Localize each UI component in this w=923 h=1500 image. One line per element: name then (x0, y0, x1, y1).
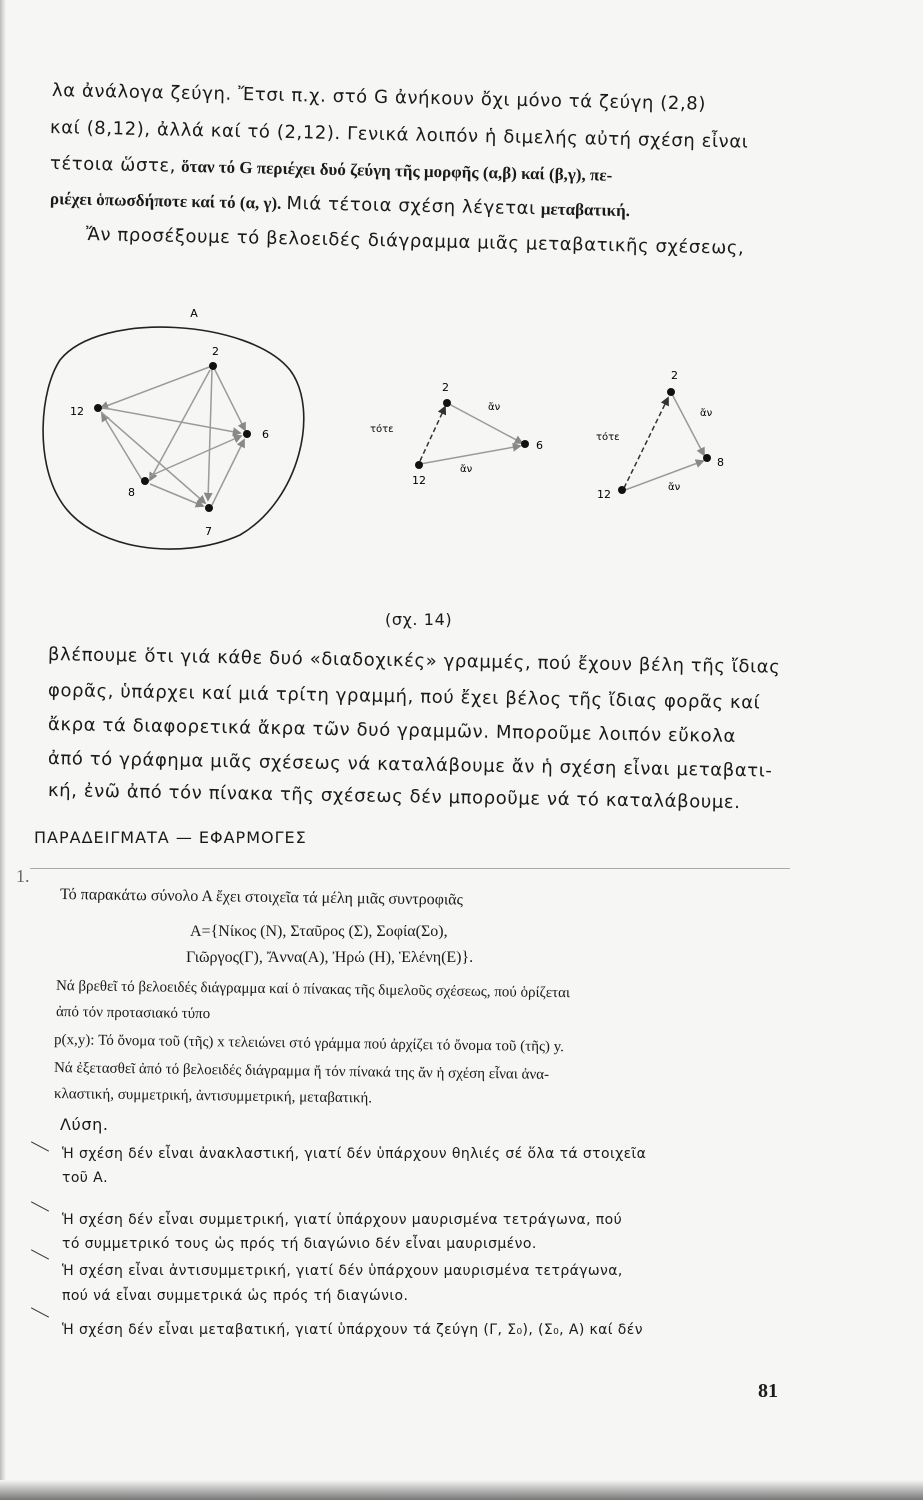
example-line-5: ἀπό τόν προτασιακό τύπο (55, 1004, 211, 1023)
solution-b-line-1: Ἡ σχέση δέν εἶναι συμμετρική, γιατί ὑπάρχουν μαυρισμένα τετράγωνα, πού (62, 1212, 623, 1228)
p2-line-3: ἄκρα τά διαφορετικά ἄκρα τῶν δυό γραμμῶν. Μποροῦμε λοιπόν εὔκολα (47, 714, 737, 748)
figure-caption: (σχ. 14) (385, 610, 453, 629)
example-line-1: Τό παρακάτω σύνολο Α ἔχει στοιχεῖα τά μέλη μιᾶς συντροφιᾶς (59, 886, 464, 909)
p1-line-4-b: Μιά τέτοια σχέση λέγεται (286, 192, 537, 220)
node-7 (205, 504, 213, 512)
tri1-edge-2-6 (449, 404, 522, 443)
edge-2-12 (101, 366, 212, 408)
tri2-label-8: 8 (717, 456, 724, 469)
tri1-tote: τότε (370, 424, 394, 435)
tri1-label-12: 12 (412, 474, 426, 487)
page-gutter-shadow (0, 0, 6, 1500)
p2-line-1: βλέπουμε ὅτι γιά κάθε δυό «διαδοχικές» γραμμές, πού ἔχουν βέλη τῆς ἴδιας (47, 644, 781, 678)
solution-a-line-1: Ἡ σχέση δέν εἶναι ἀνακλαστική, γιατί δέν ὑπάρχουν θηλιές σέ ὅλα τά στοιχεῖα (62, 1146, 647, 1162)
p1-line-2: καί (8,12), ἀλλά καί τό (2,12). Γενικά λοιπόν ἡ διμελής αὐτή σχέση εἶναι (49, 117, 749, 153)
solution-c-line-2: πού νά εἶναι συμμετρικά ὡς πρός τή διαγώνιο. (62, 1288, 409, 1304)
solution-b-line-2: τό συμμετρικό τους ὡς πρός τή διαγώνιο δέν εἶναι μαυρισμένο. (62, 1236, 537, 1252)
tri2-edge-12-8 (625, 461, 703, 490)
edge-7-6 (212, 440, 244, 505)
p1-line-1: λα ἀνάλογα ζεύγη. Ἔτσι π.χ. στό G ἀνήκουν ὄχι μόνο τά ζεύγη (2,8) (51, 80, 707, 115)
example-line-8: κλαστική, συμμετρική, ἀντισυμμετρική, μεταβατική. (53, 1086, 373, 1107)
bullet-dash-1 (31, 1141, 49, 1151)
tri2-edge-2-8 (672, 394, 704, 455)
p1-line-5: Ἄν προσέξουμε τό βελοειδές διάγραμμα μιᾶς μεταβατικῆς σχέσεως, (85, 224, 745, 259)
example-line-4: Νά βρεθεῖ τό βελοειδές διάγραμμα καί ὁ πίνακας τῆς διμελοῦς σχέσεως, πού ὁρίζεται (55, 978, 571, 1002)
tri1-node-2 (443, 399, 451, 407)
tri1-node-12 (415, 461, 423, 469)
node-2 (209, 362, 217, 370)
edge-2-7 (208, 370, 212, 500)
example-line-3: Γιῶργος(Γ), Ἄννα(Α), Ἠρώ (Η), Ἑλένη(Ε)}. (186, 949, 474, 966)
tri2-label-2: 2 (671, 369, 678, 382)
p2-line-2: φορᾶς, ὑπάρχει καί μιά τρίτη γραμμή, πού ἔχει βέλος τῆς ἴδιας φορᾶς καί (47, 680, 761, 714)
tri1-an-bottom: ἄν (460, 464, 473, 475)
bullet-dash-4 (31, 1307, 49, 1317)
tri1-node-6 (521, 440, 529, 448)
edge-8-12 (102, 414, 142, 480)
example-line-2: Α={Νίκος (Ν), Σταῦρος (Σ), Σοφία(Σο), (190, 923, 448, 940)
tri2-tote: τότε (596, 432, 620, 443)
p1-line-3 (50, 153, 613, 186)
edge-2-6 (214, 368, 245, 430)
node-7-label: 7 (205, 525, 212, 538)
node-8-label: 8 (128, 486, 135, 499)
solution-a-line-2: τοῦ Α. (62, 1170, 108, 1186)
tri1-edge-12-2 (420, 407, 445, 461)
p1-line-4-c: μεταβατική. (540, 199, 631, 221)
section-rule (30, 868, 790, 869)
node-8 (141, 477, 149, 485)
p1-line-3-a: τέτοια ὥστε, (49, 153, 177, 177)
tri1-label-2: 2 (442, 381, 449, 394)
node-2-label: 2 (212, 345, 219, 358)
tri2-node-8 (703, 454, 711, 462)
tri2-an-bottom: ἄν (668, 482, 681, 493)
tri1-an-top: ἄν (488, 402, 501, 413)
relation-figure (0, 300, 923, 560)
tri2-node-2 (667, 388, 675, 396)
tri2-node-12 (618, 486, 626, 494)
solution-c-line-1: Ἡ σχέση εἶναι ἀντισυμμετρική, γιατί δέν ὑπάρχουν μαυρισμένα τετράγωνα, (62, 1263, 623, 1279)
p1-line-4 (50, 188, 630, 221)
node-12-label: 12 (70, 405, 84, 418)
p1-line-4-a: ριέχει ὁπωσδήποτε καί τό (α, γ). (49, 189, 282, 213)
p2-line-4: ἀπό τό γράφημα μιᾶς σχέσεως νά καταλάβουμε ἄν ἡ σχέση εἶναι μεταβατι- (47, 748, 773, 782)
tri2-label-12: 12 (597, 488, 611, 501)
page-bottom-shadow (0, 1480, 923, 1500)
p2-line-5: κή, ἐνῶ ἀπό τόν πίνακα τῆς σχέσεως δέν μποροῦμε νά τό καταλάβουμε. (47, 780, 741, 814)
section-heading: ΠΑΡΑΔΕΙΓΜΑΤΑ — ΕΦΑΡΜΟΓΕΣ (34, 828, 307, 847)
bullet-dash-2 (31, 1201, 49, 1211)
example-number: 1. (16, 866, 30, 886)
example-line-7: Νά ἐξετασθεῖ ἀπό τό βελοειδές διάγραμμα ἤ τόν πίνακά της ἄν ἡ σχέση εἶναι ἀνα- (53, 1060, 550, 1083)
tri1-label-6: 6 (536, 439, 543, 452)
node-6 (243, 430, 251, 438)
node-6-label: 6 (262, 428, 269, 441)
solution-title: Λύση. (60, 1115, 109, 1134)
edge-12-7 (101, 412, 205, 503)
bullet-dash-3 (31, 1249, 49, 1259)
solution-d-line-1: Ἡ σχέση δέν εἶναι μεταβατική, γιατί ὑπάρχουν τά ζεύγη (Γ, Σ₀), (Σ₀, Α) καί δέν (62, 1322, 643, 1338)
tri2-edge-12-2 (624, 398, 668, 488)
page-number: 81 (758, 1380, 778, 1402)
node-12 (94, 404, 102, 412)
example-line-6: p(x,y): Τό ὄνομα τοῦ (τῆς) x τελειώνει στό γράμμα πού ἀρχίζει τό ὄνομα τοῦ (τῆς) y. (53, 1032, 565, 1056)
p1-line-3-b: ὅταν τό G περιέχει δυό ζεύγη τῆς μορφῆς (α,β) καί (β,γ), πε- (180, 156, 613, 185)
set-label: A (190, 307, 198, 320)
tri2-an-right: ἄν (700, 408, 713, 419)
tri1-edge-12-6 (420, 446, 520, 464)
